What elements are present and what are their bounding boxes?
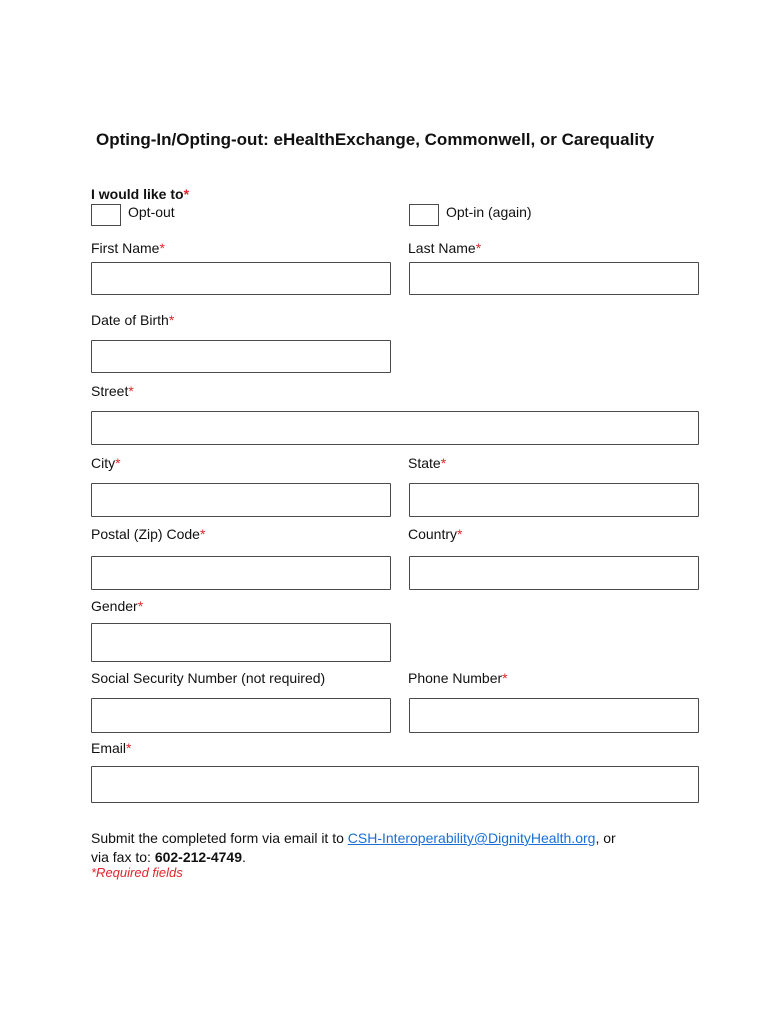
page-title: Opting-In/Opting-out: eHealthExchange, Commonwell, or Carequality <box>96 130 655 149</box>
first-name-label: First Name* <box>91 240 165 256</box>
email-link[interactable]: CSH-Interoperability@DignityHealth.org <box>347 830 596 846</box>
first-name-input[interactable] <box>91 262 391 295</box>
required-fields-note: *Required fields <box>91 865 183 880</box>
country-label: Country* <box>408 526 463 542</box>
last-name-label: Last Name* <box>408 240 482 256</box>
gender-label: Gender* <box>91 598 144 614</box>
opt-out-label: Opt-out <box>128 204 175 220</box>
city-label: City* <box>91 455 121 471</box>
country-input[interactable] <box>409 556 699 590</box>
last-name-input[interactable] <box>409 262 699 295</box>
street-input[interactable] <box>91 411 699 445</box>
fax-number: 602-212-4749 <box>154 849 242 865</box>
postal-input[interactable] <box>91 556 391 590</box>
state-input[interactable] <box>409 483 699 517</box>
email-input[interactable] <box>91 766 699 803</box>
postal-label: Postal (Zip) Code* <box>91 526 206 542</box>
opt-in-checkbox[interactable] <box>409 204 439 226</box>
street-label: Street* <box>91 383 134 399</box>
choice-label: I would like to* <box>91 186 190 202</box>
dob-input[interactable] <box>91 340 391 373</box>
city-input[interactable] <box>91 483 391 517</box>
ssn-label: Social Security Number (not required) <box>91 670 326 686</box>
opt-in-label: Opt-in (again) <box>446 204 532 220</box>
dob-label: Date of Birth* <box>91 312 175 328</box>
ssn-input[interactable] <box>91 698 391 733</box>
gender-input[interactable] <box>91 623 391 662</box>
opt-out-checkbox[interactable] <box>91 204 121 226</box>
state-label: State* <box>408 455 447 471</box>
email-label: Email* <box>91 740 132 756</box>
required-asterisk: * <box>183 186 190 202</box>
submit-instructions: Submit the completed form via email it to CSH-Interoperability@DignityHealth.org, or via fax to: 602-212-4749. <box>91 830 616 865</box>
phone-label: Phone Number* <box>408 670 508 686</box>
phone-input[interactable] <box>409 698 699 733</box>
